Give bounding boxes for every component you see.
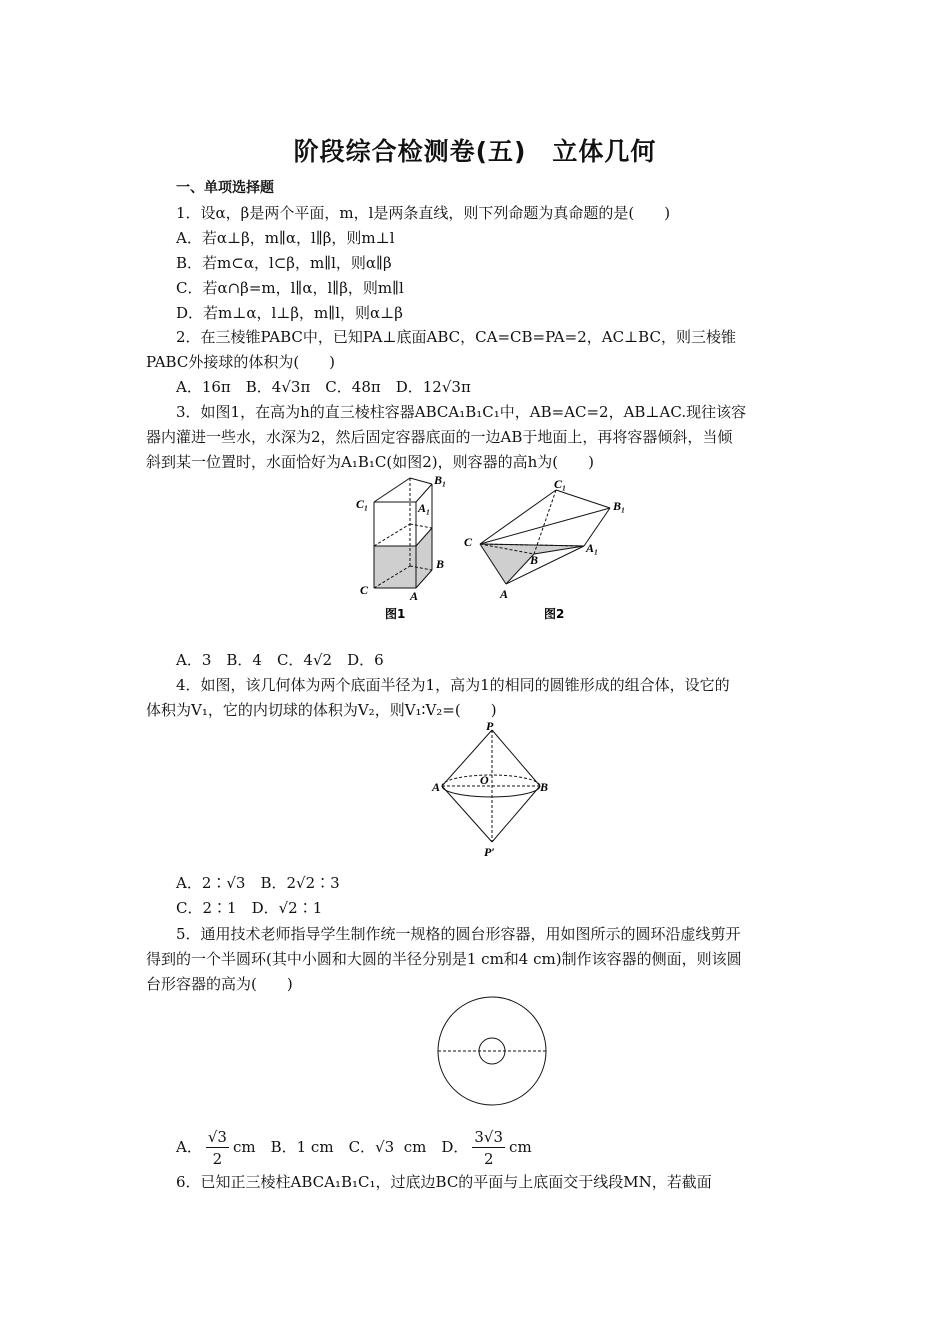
q5-options [176,1122,806,1172]
label-p-prime: P′ [484,845,495,859]
figure-1-caption: 图1 [385,607,406,621]
q3-stem-line1: 3．如图1，在高为h的直三棱柱容器ABCA₁B₁C₁中，AB=AC=2，AB⊥AC.现往该容 [176,403,747,421]
q5-option-a-label: A． [176,1138,202,1156]
q6-stem-line1: 6．已知正三棱柱ABCA₁B₁C₁，过底边BC的平面与上底面交于线段MN，若截面 [176,1173,712,1191]
q5-option-a-numerator: √3 [207,1127,227,1146]
q5-option-c-label: C． [348,1138,376,1156]
q4-options-line2: C．2∶1 D．√2∶1 [176,899,323,917]
figure-2-caption: 图2 [544,607,565,621]
q5-stem-line2: 得到的一个半圆环(其中小圆和大圆的半径分别是1 cm和4 cm)制作该容器的侧面，则该圆 [146,950,742,968]
label-c1: C₁ [554,477,567,491]
q5-option-d-label: D． [441,1138,469,1156]
q1-option-c: C．若α∩β=m，l∥α，l∥β，则m∥l [176,279,404,297]
label-a: A [432,780,441,794]
label-b1: B₁ [434,473,447,487]
q2-options: A．16π B．4√3π C．48π D．12√3π [176,378,471,396]
q5-option-d-fraction [472,1127,505,1170]
q5-option-a-fraction [206,1127,229,1170]
q2-stem-line2: PABC外接球的体积为( ) [146,353,336,371]
label-b: B [530,553,539,567]
q5-option-a-denominator: 2 [212,1149,223,1168]
q5-option-d-numerator: 3√3 [474,1127,504,1146]
label-b1: B₁ [613,499,626,513]
q2-stem-line1: 2．在三棱锥PABC中，已知PA⊥底面ABC，CA=CB=PA=2，AC⊥BC，则三棱锥 [176,328,736,346]
q3-options: A．3 B．4 C．4√2 D．6 [176,651,384,669]
label-a: A [500,587,509,601]
q5-option-d-unit: cm [509,1138,532,1156]
label-o: O [480,773,489,787]
figure-2-tilted-prism [460,474,640,628]
label-c: C [464,535,473,549]
figure-double-cone [430,720,554,860]
label-c1: C₁ [356,497,369,511]
q5-option-c-unit: cm [403,1138,427,1156]
label-p: P [486,720,494,733]
q4-stem-line2: 体积为V₁，它的内切球的体积为V₂，则V₁∶V₂=( ) [146,701,497,719]
q3-stem-line2: 器内灌进一些水，水深为2，然后固定容器底面的一边AB于地面上，再将容器倾斜，当倾 [146,428,733,446]
q1-stem: 1．设α，β是两个平面，m，l是两条直线，则下列命题为真命题的是( ) [176,204,671,222]
q5-stem-line3: 台形容器的高为( ) [146,975,293,993]
label-c: C [360,583,369,597]
q5-option-c-value: √3 [375,1138,395,1156]
q4-options-line1: A．2∶√3 B．2√2∶3 [176,874,340,892]
label-a: A [410,589,419,603]
label-a1: A₁ [418,501,431,515]
q5-option-b: B．1 cm [270,1138,334,1156]
q4-stem-line1: 4．如图，该几何体为两个底面半径为1，高为1的相同的圆锥形成的组合体，设它的 [176,676,730,694]
label-a1: A₁ [586,541,599,555]
figure-annulus [434,994,550,1110]
q5-stem-line1: 5．通用技术老师指导学生制作统一规格的圆台形容器，用如图所示的圆环沿虚线剪开 [176,925,741,943]
q5-option-d-denominator: 2 [483,1149,494,1168]
q1-option-b: B．若m⊂α，l⊂β，m∥l，则α∥β [176,254,392,272]
q5-option-a-unit: cm [232,1138,256,1156]
figure-1-prism [350,468,460,628]
q3-stem-line3: 斜到某一位置时，水面恰好为A₁B₁C(如图2)，则容器的高h为( ) [146,453,594,471]
label-b: B [540,780,549,794]
section-heading: 一、单项选择题 [176,180,274,196]
q1-option-d: D．若m⊥α，l⊥β，m∥l，则α⊥β [176,304,403,322]
label-b: B [436,557,445,571]
q1-option-a: A．若α⊥β，m∥α，l∥β，则m⊥l [176,229,395,247]
page-title: 阶段综合检测卷(五) 立体几何 [293,137,657,166]
